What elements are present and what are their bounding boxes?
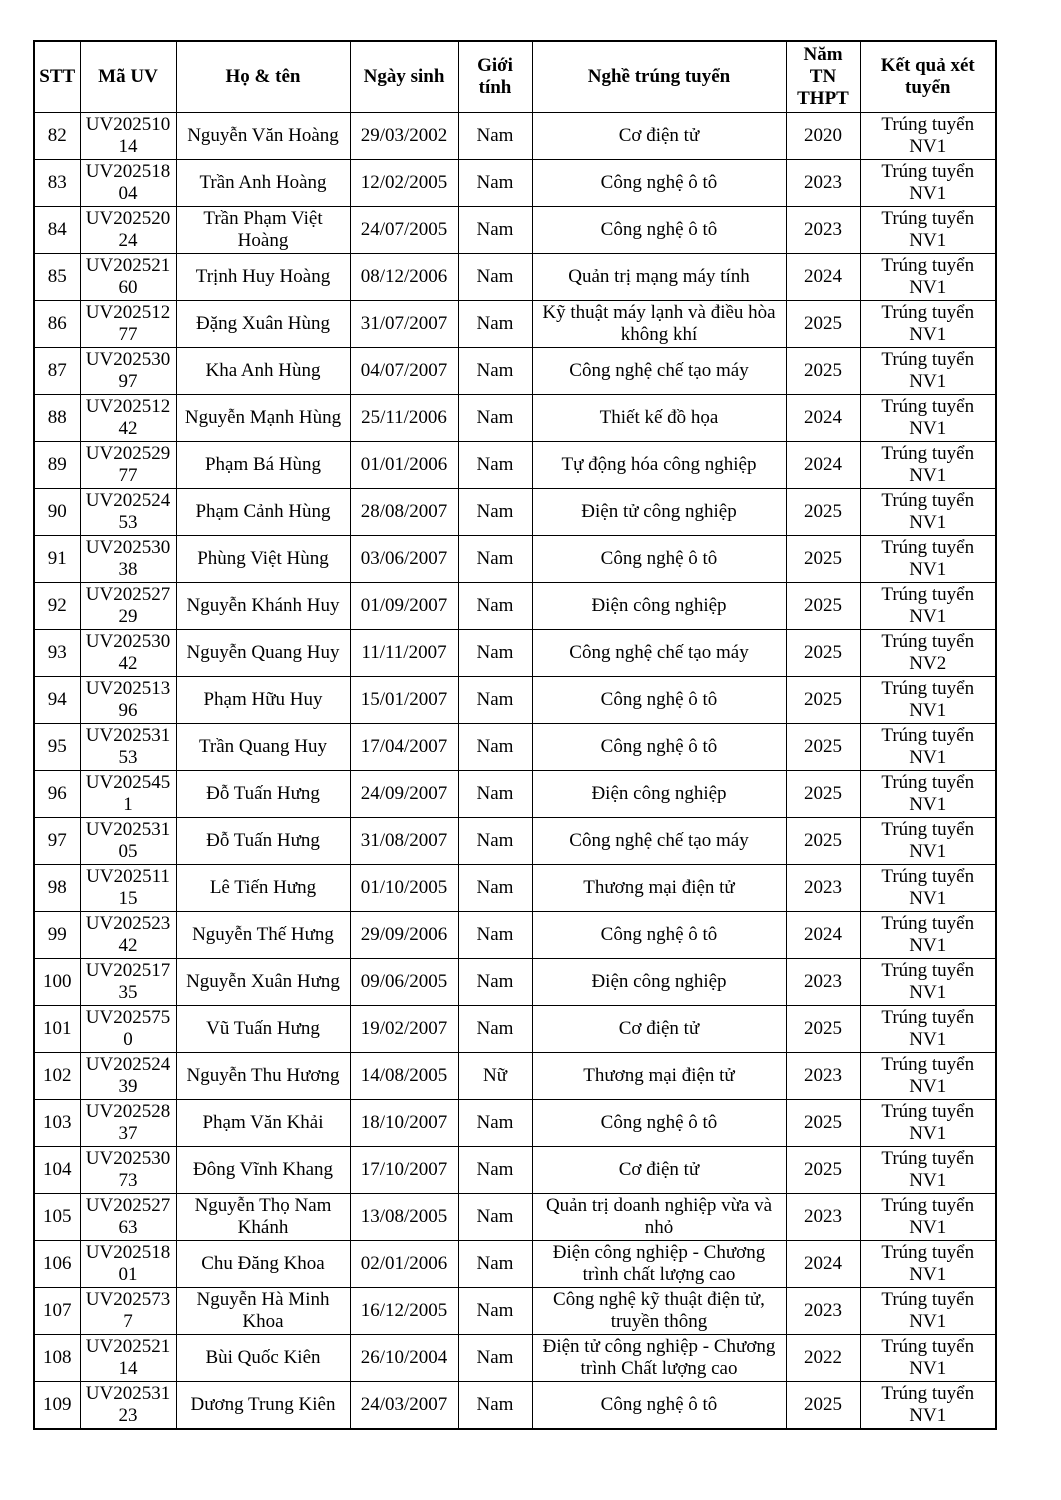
cell-ho-ten: Đông Vĩnh Khang [176, 1147, 350, 1194]
cell-ho-ten: Phùng Việt Hùng [176, 536, 350, 583]
cell-ngay-sinh: 08/12/2006 [350, 254, 458, 301]
cell-ngay-sinh: 11/11/2007 [350, 630, 458, 677]
header-cell-nghe: Nghề trúng tuyển [532, 41, 786, 113]
cell-nghe: Công nghệ ô tô [532, 912, 786, 959]
cell-ngay-sinh: 24/03/2007 [350, 1382, 458, 1430]
cell-gioi-tinh: Nam [458, 207, 532, 254]
header-row [34, 41, 996, 113]
table-row [34, 1288, 996, 1335]
cell-ket-qua: Trúng tuyển NV1 [860, 1241, 996, 1288]
cell-gioi-tinh: Nam [458, 395, 532, 442]
table-row [34, 771, 996, 818]
cell-ma-uv: UV2025451 [80, 771, 176, 818]
cell-ngay-sinh: 25/11/2006 [350, 395, 458, 442]
cell-nam-tn: 2024 [786, 442, 860, 489]
cell-gioi-tinh: Nam [458, 865, 532, 912]
cell-gioi-tinh: Nam [458, 677, 532, 724]
cell-stt: 98 [34, 865, 80, 912]
cell-ket-qua: Trúng tuyển NV1 [860, 959, 996, 1006]
cell-ket-qua: Trúng tuyển NV1 [860, 1053, 996, 1100]
cell-ma-uv: UV20253038 [80, 536, 176, 583]
table-row [34, 1006, 996, 1053]
cell-nam-tn: 2025 [786, 348, 860, 395]
cell-ho-ten: Nguyễn Thế Hưng [176, 912, 350, 959]
cell-ngay-sinh: 04/07/2007 [350, 348, 458, 395]
cell-ma-uv: UV20253042 [80, 630, 176, 677]
cell-ket-qua: Trúng tuyển NV1 [860, 301, 996, 348]
header-cell-ket-qua: Kết quả xét tuyển [860, 41, 996, 113]
cell-gioi-tinh: Nam [458, 254, 532, 301]
cell-stt: 103 [34, 1100, 80, 1147]
admission-results-table [33, 40, 997, 1430]
cell-ma-uv: UV20252729 [80, 583, 176, 630]
cell-gioi-tinh: Nam [458, 348, 532, 395]
cell-ho-ten: Phạm Văn Khải [176, 1100, 350, 1147]
cell-ma-uv: UV20252453 [80, 489, 176, 536]
header-cell-gioi-tinh: Giới tính [458, 41, 532, 113]
cell-nam-tn: 2025 [786, 1100, 860, 1147]
header-cell-ho-ten: Họ & tên [176, 41, 350, 113]
cell-stt: 88 [34, 395, 80, 442]
cell-nam-tn: 2023 [786, 1053, 860, 1100]
cell-ma-uv: UV20251115 [80, 865, 176, 912]
cell-ho-ten: Bùi Quốc Kiên [176, 1335, 350, 1382]
cell-ma-uv: UV20251242 [80, 395, 176, 442]
cell-ngay-sinh: 15/01/2007 [350, 677, 458, 724]
cell-ngay-sinh: 02/01/2006 [350, 1241, 458, 1288]
cell-ma-uv: UV20253153 [80, 724, 176, 771]
cell-ngay-sinh: 26/10/2004 [350, 1335, 458, 1382]
table-body [34, 113, 996, 1430]
cell-stt: 107 [34, 1288, 80, 1335]
cell-ma-uv: UV20251277 [80, 301, 176, 348]
cell-ngay-sinh: 31/07/2007 [350, 301, 458, 348]
cell-nghe: Điện công nghiệp [532, 583, 786, 630]
cell-nam-tn: 2025 [786, 1147, 860, 1194]
cell-stt: 85 [34, 254, 80, 301]
table-row [34, 536, 996, 583]
header-cell-ma-uv: Mã UV [80, 41, 176, 113]
cell-nam-tn: 2025 [786, 536, 860, 583]
cell-ngay-sinh: 16/12/2005 [350, 1288, 458, 1335]
cell-ngay-sinh: 28/08/2007 [350, 489, 458, 536]
cell-gioi-tinh: Nam [458, 1006, 532, 1053]
cell-ngay-sinh: 01/09/2007 [350, 583, 458, 630]
cell-ma-uv: UV20253105 [80, 818, 176, 865]
cell-ket-qua: Trúng tuyển NV2 [860, 630, 996, 677]
cell-ngay-sinh: 12/02/2005 [350, 160, 458, 207]
cell-nam-tn: 2024 [786, 254, 860, 301]
cell-ket-qua: Trúng tuyển NV1 [860, 1006, 996, 1053]
cell-nghe: Công nghệ ô tô [532, 724, 786, 771]
cell-ma-uv: UV20252160 [80, 254, 176, 301]
cell-ngay-sinh: 03/06/2007 [350, 536, 458, 583]
cell-ho-ten: Trần Quang Huy [176, 724, 350, 771]
cell-nam-tn: 2025 [786, 301, 860, 348]
cell-stt: 96 [34, 771, 80, 818]
cell-ho-ten: Phạm Cảnh Hùng [176, 489, 350, 536]
cell-ho-ten: Đặng Xuân Hùng [176, 301, 350, 348]
cell-ket-qua: Trúng tuyển NV1 [860, 1147, 996, 1194]
cell-gioi-tinh: Nam [458, 771, 532, 818]
cell-ngay-sinh: 24/07/2005 [350, 207, 458, 254]
cell-gioi-tinh: Nam [458, 818, 532, 865]
table-row [34, 912, 996, 959]
cell-nghe: Công nghệ ô tô [532, 160, 786, 207]
cell-ho-ten: Vũ Tuấn Hưng [176, 1006, 350, 1053]
cell-nghe: Công nghệ ô tô [532, 677, 786, 724]
cell-nghe: Thương mại điện tử [532, 1053, 786, 1100]
cell-nghe: Công nghệ ô tô [532, 1382, 786, 1430]
cell-ma-uv: UV20252977 [80, 442, 176, 489]
cell-stt: 108 [34, 1335, 80, 1382]
cell-nam-tn: 2025 [786, 489, 860, 536]
cell-ma-uv: UV20252763 [80, 1194, 176, 1241]
cell-nam-tn: 2020 [786, 113, 860, 160]
cell-ma-uv: UV2025750 [80, 1006, 176, 1053]
cell-ho-ten: Nguyễn Thọ Nam Khánh [176, 1194, 350, 1241]
cell-ma-uv: UV2025737 [80, 1288, 176, 1335]
cell-stt: 94 [34, 677, 80, 724]
cell-nghe: Điện công nghiệp [532, 959, 786, 1006]
cell-ho-ten: Nguyễn Xuân Hưng [176, 959, 350, 1006]
cell-stt: 92 [34, 583, 80, 630]
cell-stt: 93 [34, 630, 80, 677]
cell-gioi-tinh: Nam [458, 1147, 532, 1194]
table-row [34, 489, 996, 536]
cell-ngay-sinh: 01/01/2006 [350, 442, 458, 489]
header-cell-ngay-sinh: Ngày sinh [350, 41, 458, 113]
cell-gioi-tinh: Nam [458, 1288, 532, 1335]
cell-ma-uv: UV20251396 [80, 677, 176, 724]
header-cell-stt: STT [34, 41, 80, 113]
cell-nam-tn: 2025 [786, 724, 860, 771]
cell-ma-uv: UV20252342 [80, 912, 176, 959]
cell-ket-qua: Trúng tuyển NV1 [860, 1382, 996, 1430]
cell-ho-ten: Trịnh Huy Hoàng [176, 254, 350, 301]
cell-nghe: Công nghệ chế tạo máy [532, 818, 786, 865]
cell-nghe: Công nghệ chế tạo máy [532, 348, 786, 395]
cell-nam-tn: 2023 [786, 959, 860, 1006]
cell-ho-ten: Nguyễn Khánh Huy [176, 583, 350, 630]
cell-nghe: Thiết kế đồ họa [532, 395, 786, 442]
cell-gioi-tinh: Nam [458, 160, 532, 207]
cell-ngay-sinh: 18/10/2007 [350, 1100, 458, 1147]
cell-gioi-tinh: Nam [458, 1382, 532, 1430]
cell-stt: 87 [34, 348, 80, 395]
cell-ket-qua: Trúng tuyển NV1 [860, 583, 996, 630]
cell-nghe: Cơ điện tử [532, 1147, 786, 1194]
cell-nam-tn: 2025 [786, 818, 860, 865]
table-row [34, 583, 996, 630]
cell-nam-tn: 2025 [786, 1382, 860, 1430]
cell-ngay-sinh: 17/04/2007 [350, 724, 458, 771]
cell-ket-qua: Trúng tuyển NV1 [860, 724, 996, 771]
cell-ngay-sinh: 24/09/2007 [350, 771, 458, 818]
table-row [34, 1194, 996, 1241]
cell-nghe: Công nghệ kỹ thuật điện tử, truyền thông [532, 1288, 786, 1335]
table-row [34, 1335, 996, 1382]
cell-stt: 109 [34, 1382, 80, 1430]
cell-gioi-tinh: Nam [458, 912, 532, 959]
cell-nam-tn: 2025 [786, 583, 860, 630]
table-row [34, 348, 996, 395]
cell-ket-qua: Trúng tuyển NV1 [860, 1194, 996, 1241]
cell-gioi-tinh: Nam [458, 959, 532, 1006]
cell-ma-uv: UV20251014 [80, 113, 176, 160]
cell-ma-uv: UV20251735 [80, 959, 176, 1006]
cell-stt: 86 [34, 301, 80, 348]
cell-ket-qua: Trúng tuyển NV1 [860, 1100, 996, 1147]
cell-ket-qua: Trúng tuyển NV1 [860, 442, 996, 489]
cell-ngay-sinh: 29/09/2006 [350, 912, 458, 959]
cell-stt: 97 [34, 818, 80, 865]
cell-nghe: Công nghệ ô tô [532, 207, 786, 254]
cell-stt: 102 [34, 1053, 80, 1100]
cell-nam-tn: 2025 [786, 677, 860, 724]
header-cell-nam-tn: Năm TN THPT [786, 41, 860, 113]
cell-stt: 106 [34, 1241, 80, 1288]
cell-stt: 100 [34, 959, 80, 1006]
cell-nghe: Thương mại điện tử [532, 865, 786, 912]
cell-ho-ten: Trần Anh Hoàng [176, 160, 350, 207]
cell-ngay-sinh: 17/10/2007 [350, 1147, 458, 1194]
cell-gioi-tinh: Nữ [458, 1053, 532, 1100]
cell-gioi-tinh: Nam [458, 1100, 532, 1147]
cell-ho-ten: Nguyễn Quang Huy [176, 630, 350, 677]
cell-nam-tn: 2025 [786, 630, 860, 677]
cell-ho-ten: Đỗ Tuấn Hưng [176, 818, 350, 865]
cell-ngay-sinh: 19/02/2007 [350, 1006, 458, 1053]
cell-stt: 105 [34, 1194, 80, 1241]
table-row [34, 254, 996, 301]
cell-nam-tn: 2023 [786, 160, 860, 207]
cell-ket-qua: Trúng tuyển NV1 [860, 207, 996, 254]
cell-ma-uv: UV20253097 [80, 348, 176, 395]
cell-stt: 89 [34, 442, 80, 489]
cell-nam-tn: 2023 [786, 1288, 860, 1335]
cell-ket-qua: Trúng tuyển NV1 [860, 818, 996, 865]
cell-stt: 99 [34, 912, 80, 959]
table-row [34, 1100, 996, 1147]
cell-ngay-sinh: 13/08/2005 [350, 1194, 458, 1241]
cell-gioi-tinh: Nam [458, 1335, 532, 1382]
cell-ket-qua: Trúng tuyển NV1 [860, 160, 996, 207]
table-row [34, 207, 996, 254]
cell-nam-tn: 2025 [786, 1006, 860, 1053]
cell-stt: 82 [34, 113, 80, 160]
cell-nam-tn: 2024 [786, 395, 860, 442]
cell-ket-qua: Trúng tuyển NV1 [860, 348, 996, 395]
cell-ket-qua: Trúng tuyển NV1 [860, 536, 996, 583]
cell-ket-qua: Trúng tuyển NV1 [860, 865, 996, 912]
cell-gioi-tinh: Nam [458, 442, 532, 489]
cell-nghe: Công nghệ chế tạo máy [532, 630, 786, 677]
cell-nam-tn: 2023 [786, 1194, 860, 1241]
cell-gioi-tinh: Nam [458, 489, 532, 536]
cell-ket-qua: Trúng tuyển NV1 [860, 677, 996, 724]
cell-ma-uv: UV20253073 [80, 1147, 176, 1194]
table-row [34, 113, 996, 160]
cell-ma-uv: UV20252024 [80, 207, 176, 254]
cell-ket-qua: Trúng tuyển NV1 [860, 771, 996, 818]
cell-gioi-tinh: Nam [458, 113, 532, 160]
cell-ngay-sinh: 14/08/2005 [350, 1053, 458, 1100]
cell-nghe: Công nghệ ô tô [532, 1100, 786, 1147]
table-row [34, 1382, 996, 1430]
cell-nam-tn: 2024 [786, 912, 860, 959]
cell-ho-ten: Phạm Bá Hùng [176, 442, 350, 489]
cell-ket-qua: Trúng tuyển NV1 [860, 1288, 996, 1335]
cell-gioi-tinh: Nam [458, 724, 532, 771]
cell-ngay-sinh: 01/10/2005 [350, 865, 458, 912]
cell-stt: 83 [34, 160, 80, 207]
cell-gioi-tinh: Nam [458, 583, 532, 630]
cell-ma-uv: UV20252439 [80, 1053, 176, 1100]
cell-nghe: Công nghệ ô tô [532, 536, 786, 583]
table-header [34, 41, 996, 113]
table-row [34, 160, 996, 207]
cell-nghe: Điện tử công nghiệp - Chương trình Chất lượng cao [532, 1335, 786, 1382]
cell-nghe: Quản trị doanh nghiệp vừa và nhỏ [532, 1194, 786, 1241]
cell-nam-tn: 2023 [786, 865, 860, 912]
cell-ho-ten: Phạm Hữu Huy [176, 677, 350, 724]
cell-stt: 91 [34, 536, 80, 583]
cell-ket-qua: Trúng tuyển NV1 [860, 113, 996, 160]
cell-ho-ten: Nguyễn Thu Hương [176, 1053, 350, 1100]
table-row [34, 395, 996, 442]
cell-nghe: Cơ điện tử [532, 1006, 786, 1053]
cell-ho-ten: Lê Tiến Hưng [176, 865, 350, 912]
cell-ket-qua: Trúng tuyển NV1 [860, 254, 996, 301]
cell-ho-ten: Đỗ Tuấn Hưng [176, 771, 350, 818]
cell-ho-ten: Nguyễn Văn Hoàng [176, 113, 350, 160]
table-row [34, 630, 996, 677]
cell-gioi-tinh: Nam [458, 1194, 532, 1241]
table-row [34, 724, 996, 771]
cell-ho-ten: Nguyễn Hà Minh Khoa [176, 1288, 350, 1335]
cell-nam-tn: 2024 [786, 1241, 860, 1288]
cell-stt: 104 [34, 1147, 80, 1194]
cell-nghe: Điện công nghiệp - Chương trình chất lượng cao [532, 1241, 786, 1288]
cell-ma-uv: UV20251801 [80, 1241, 176, 1288]
cell-ngay-sinh: 29/03/2002 [350, 113, 458, 160]
cell-stt: 95 [34, 724, 80, 771]
table-row [34, 677, 996, 724]
table-row [34, 1147, 996, 1194]
cell-nam-tn: 2023 [786, 207, 860, 254]
cell-nghe: Điện tử công nghiệp [532, 489, 786, 536]
cell-ho-ten: Dương Trung Kiên [176, 1382, 350, 1430]
cell-nghe: Kỹ thuật máy lạnh và điều hòa không khí [532, 301, 786, 348]
cell-nam-tn: 2022 [786, 1335, 860, 1382]
cell-stt: 101 [34, 1006, 80, 1053]
cell-gioi-tinh: Nam [458, 1241, 532, 1288]
cell-ngay-sinh: 31/08/2007 [350, 818, 458, 865]
cell-gioi-tinh: Nam [458, 301, 532, 348]
cell-gioi-tinh: Nam [458, 630, 532, 677]
table-row [34, 301, 996, 348]
cell-gioi-tinh: Nam [458, 536, 532, 583]
cell-ngay-sinh: 09/06/2005 [350, 959, 458, 1006]
table-row [34, 865, 996, 912]
cell-ket-qua: Trúng tuyển NV1 [860, 1335, 996, 1382]
cell-nam-tn: 2025 [786, 771, 860, 818]
cell-ho-ten: Trần Phạm Việt Hoàng [176, 207, 350, 254]
cell-ho-ten: Kha Anh Hùng [176, 348, 350, 395]
table-row [34, 1241, 996, 1288]
cell-stt: 84 [34, 207, 80, 254]
table-row [34, 959, 996, 1006]
table-row [34, 442, 996, 489]
cell-ma-uv: UV20253123 [80, 1382, 176, 1430]
cell-stt: 90 [34, 489, 80, 536]
cell-nghe: Tự động hóa công nghiệp [532, 442, 786, 489]
cell-ket-qua: Trúng tuyển NV1 [860, 489, 996, 536]
table-row [34, 1053, 996, 1100]
cell-nghe: Cơ điện tử [532, 113, 786, 160]
cell-ma-uv: UV20252114 [80, 1335, 176, 1382]
cell-ma-uv: UV20252837 [80, 1100, 176, 1147]
cell-nghe: Quản trị mạng máy tính [532, 254, 786, 301]
table-row [34, 818, 996, 865]
cell-ket-qua: Trúng tuyển NV1 [860, 912, 996, 959]
cell-nghe: Điện công nghiệp [532, 771, 786, 818]
cell-ho-ten: Chu Đăng Khoa [176, 1241, 350, 1288]
cell-ho-ten: Nguyễn Mạnh Hùng [176, 395, 350, 442]
cell-ket-qua: Trúng tuyển NV1 [860, 395, 996, 442]
cell-ma-uv: UV20251804 [80, 160, 176, 207]
